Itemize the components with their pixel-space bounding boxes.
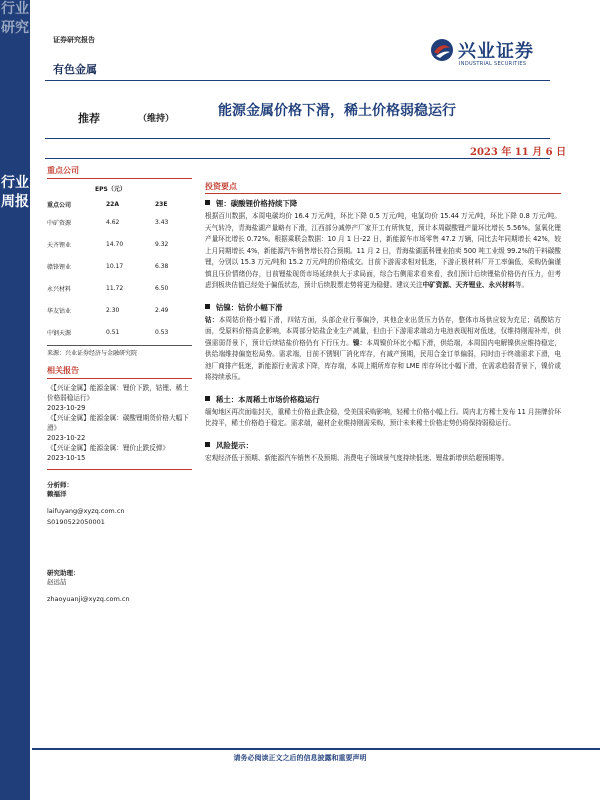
logo-mark-icon <box>430 38 454 62</box>
divider <box>47 469 192 470</box>
eps-22a: 10.17 <box>106 262 124 270</box>
eps-label: EPS（元） <box>95 186 126 193</box>
doc-type: 证券研究报告 <box>53 36 95 44</box>
table-row <box>47 233 187 255</box>
body-bold-text: 钴： <box>205 315 219 324</box>
footer-disclaimer: 请务必阅读正文之后的信息披露和重要声明 <box>233 754 367 762</box>
divider <box>205 193 561 194</box>
section-cobalt-title <box>205 302 561 313</box>
side-band-mid-text: 行业周报 <box>1 175 29 210</box>
eps-22a: 11.72 <box>106 284 124 292</box>
eps-23e: 9.32 <box>155 240 169 248</box>
eps-22a: 2.30 <box>106 306 120 314</box>
report-link[interactable]: 《【兴证金属】能源金属：锂价止跌反弹》 <box>47 444 169 452</box>
report-date: 2023-10-29 <box>47 404 86 412</box>
eps-header <box>47 181 192 193</box>
body-text: 本周钴价格小幅下滑，四钴方面，头部企业行事偏冷，其他企业出货压力仍存，整体市场供应较为充足；硫酸钴方面，受原料价格高企影响，本周部分钴盐企业生产减量，但由于下游需求端动力电池表现相对低迷，仅维持刚需补库，供强需弱背景下，预计后续钴盐价格仍有下行压力。 <box>205 315 561 347</box>
col-company: 重点公司 <box>47 201 72 209</box>
eps-23e: 2.49 <box>155 306 169 314</box>
company-name: 华友钴业 <box>47 307 72 315</box>
title-divider <box>45 138 550 139</box>
bullet-icon <box>205 442 210 447</box>
related-reports-list <box>47 383 192 463</box>
company-name: 天齐锂业 <box>47 241 72 249</box>
assistant-email[interactable]: zhaoyuanji@xyzq.com.cn <box>47 595 130 603</box>
left-column <box>47 165 192 605</box>
section-title-text: 锂：碳酸锂价格持续下降 <box>216 199 298 208</box>
section-lithium-body <box>205 211 561 292</box>
side-band-top-text: 行业研究 <box>1 1 29 36</box>
section-risk-body: 宏观经济低于预期、新能源汽车销售不及预期、消费电子领域景气度持续低迷、锂盐新增供给超预期等。 <box>205 453 509 462</box>
divider <box>47 178 192 179</box>
analyst-name: 赖福洋 <box>47 490 67 498</box>
table-row <box>47 299 187 321</box>
eps-23e: 6.38 <box>155 262 169 270</box>
report-date: 2023-10-15 <box>47 454 86 462</box>
analyst-label: 分析师： <box>47 481 73 489</box>
divider <box>47 378 192 379</box>
analyst-email[interactable]: laifuyang@xyzq.com.cn <box>47 507 125 515</box>
company-name: 永兴材料 <box>47 285 72 293</box>
section-title-text: 风险提示： <box>216 440 253 450</box>
table-source: 来源：兴业证券经济与金融研究院 <box>47 345 192 357</box>
body-text: 根据百川数据，本周电碳均价 16.4 万元/吨，环比下降 0.5 万元/吨，电氢均价 15.44 万元/吨，环比下降 0.8 万元/吨。天气转冷，青海盐湖产量略有下滑，江西部分减停产厂家开工有所恢复，预计本周碳酸锂产量环比增长 5.56%。氢氧化锂产量环比增长 0.72%。根据乘联会数据：10 月 1 日-22 日，新能源车市场零售 47.2 万辆，同比去年同期增长 42%，较上月同期增长 4%，新能源汽车销售增长符合预期。11 月 2 日，青海盐湖蓝科锂业拍卖 500 吨工业级 99.2%的干料碳酸锂，分别以 15.3 万元/吨和 15.2 万元/吨的价格成交。目前下游需求相对低迷，下游正极材料厂开工率偏低，采购仍偏谨慎且压价情绪仍存，目前锂盐现货市场延续供大于求局面，综合右侧需求看来看，我们预计后续锂盐价格仍有压力，但考虑到板块估值已经处于偏低状态，预计后续股票走势将更为稳健。建议关注 <box>205 212 561 289</box>
col-22a: 22A <box>106 200 119 208</box>
rating: 推荐 <box>78 112 100 125</box>
body-bold-text: 中矿资源、天齐锂业、永兴材料 <box>422 281 515 289</box>
eps-22a: 14.70 <box>106 240 124 248</box>
report-link[interactable]: 《【兴证金属】能源金属：碳酸锂期货价格大幅下滑》 <box>47 414 189 432</box>
table-row <box>47 277 187 299</box>
table-row <box>47 211 187 233</box>
footer-divider <box>32 748 600 750</box>
assistant-label: 研究助理： <box>47 569 80 577</box>
report-date: 2023-10-22 <box>47 434 86 442</box>
side-band <box>0 0 30 800</box>
eps-23e: 3.43 <box>155 218 169 226</box>
rating-change: （维持） <box>138 114 175 124</box>
key-companies-heading: 重点公司 <box>47 166 79 175</box>
header-divider <box>45 80 550 81</box>
bullet-icon <box>205 200 210 205</box>
report-date: 2023 年 11 月 6 日 <box>470 147 567 158</box>
company-name: 中矿资源 <box>47 219 72 227</box>
table-row <box>47 321 187 343</box>
body-bold-text: 镍： <box>352 338 367 347</box>
date-divider <box>45 158 550 159</box>
section-title-text: 钴镍：钴价小幅下滑 <box>216 302 283 312</box>
logo-en: INDUSTRIAL SECURITIES <box>459 61 527 67</box>
related-reports-heading: 相关报告 <box>47 366 79 375</box>
sector-name: 有色金属 <box>53 63 97 76</box>
section-rare-earth-title <box>205 394 561 405</box>
assistant-name: 赵远喆 <box>47 578 67 586</box>
eps-23e: 6.50 <box>155 284 169 292</box>
logo <box>430 36 550 76</box>
logo-cn: 兴业证券 <box>458 41 534 62</box>
col-23e: 23E <box>155 200 168 208</box>
company-name: 中钢天源 <box>47 329 72 337</box>
bullet-icon <box>205 304 210 309</box>
analyst-cert: S0190522050001 <box>47 518 105 526</box>
eps-23e: 0.53 <box>155 328 169 336</box>
eps-22a: 0.51 <box>106 328 120 336</box>
bullet-icon <box>205 396 210 401</box>
right-column <box>205 181 561 474</box>
summary-heading: 投资要点 <box>205 182 237 191</box>
page-title: 能源金属价格下滑，稀土价格弱稳运行 <box>218 103 456 119</box>
table-row <box>47 255 187 277</box>
body-text: 等。 <box>514 281 529 289</box>
section-risk-title <box>205 440 561 451</box>
section-lithium-title <box>205 198 561 209</box>
section-rare-earth-body: 缅甸地区再次面临封关，重稀土价格止跌企稳，受美国采购影响，轻稀土价格小幅上行。周内北方稀土发布 11 月挂牌价环比持平，稀土价格趋于稳定。需求端，磁材企业维持刚需采购，预计未来稀土价格走势仍将保持弱稳运行。 <box>205 407 561 427</box>
eps-22a: 4.62 <box>106 218 120 226</box>
report-link[interactable]: 《【兴证金属】能源金属：锂价下跌，钴锂、稀土价格弱稳运行》 <box>47 384 189 402</box>
section-title-text: 稀土：本周稀土市场价格稳运行 <box>216 394 320 404</box>
body-text: 本周镍价环比小幅下滑，供给端，本周国内电解镍供应维持稳定，供给端维持偏宽松局势。需求端，目前不锈钢厂消化库存，有减产预期，民用合金订单偏弱，同时由于终端需求下滑，电池厂商排产低迷，新能源行业需求下降，库存端，本周上期所库存和 LME 库存环比小幅下滑，在需求趋弱背景下，镍价或将持续承压。 <box>205 338 562 381</box>
section-cobalt-body <box>205 315 561 384</box>
company-name: 赣锋锂业 <box>47 263 72 271</box>
eps-table <box>47 197 187 343</box>
